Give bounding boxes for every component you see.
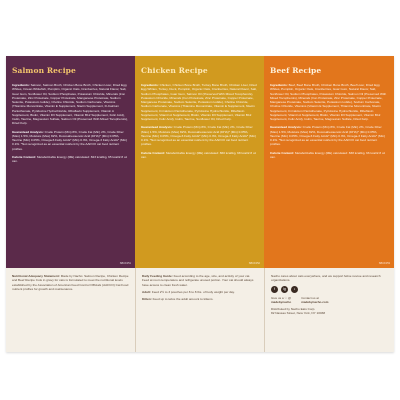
adequacy-section xyxy=(6,268,135,352)
chicken-recipe-title: Chicken Recipe xyxy=(141,66,208,75)
social-handle: Give us a ♡ @ madebynacho xyxy=(271,295,292,304)
instagram-icon[interactable]: ig xyxy=(281,286,288,293)
label-footer xyxy=(6,268,394,352)
social-icons xyxy=(271,286,388,293)
feeding-adult: Adult: Feed 2½ to 3 pouches per 8 to 8 lbs. of body weight per day. xyxy=(142,289,235,294)
salmon-calorie-content: Calorie Content: Metabolizable Energy (ME) calculated: 823 kcal/kg, 65 kcal/2.8 oz can. xyxy=(12,154,128,163)
recipe-columns xyxy=(6,56,394,268)
chicken-guaranteed-analysis: Guaranteed Analysis: Crude Protein (Min) 8%, Crude Fat (Min) 2%, Crude Fiber (Max) 1.5%, Moisture (Max) 82%, Docosahexaenoic Acid (DHA)* (Min) 0.05%, Taurine (Min) 0.05%, Omega-6 Fatty Acids* (Min) 0.3%, Omega-3 Fatty Acids* (Min) 0.1%. *Not recognized as an essential nutrient by the AAFCO cat food nutrient profiles. xyxy=(141,125,257,147)
adequacy-statement: Nutritional Adequacy Statement: Made by Nacho: Salmon Recipe, Chicken Recipe and Beef Recipe Cuts in gravy for cats is formulated to meet the nutritional levels established by the Association of American Feed Control Officials (AAFCO) Cat Food nutrient profiles for growth and maintenance. xyxy=(12,274,129,291)
contact-handles xyxy=(271,296,388,304)
salmon-recipe-panel xyxy=(6,56,135,268)
facebook-icon[interactable]: f xyxy=(271,286,278,293)
beef-recipe-title: Beef Recipe xyxy=(270,66,322,75)
product-label-sheet xyxy=(6,56,394,352)
beef-product-code: SBCF253 xyxy=(378,262,390,265)
salmon-product-code: SBCF251 xyxy=(119,262,131,265)
salmon-recipe-title: Salmon Recipe xyxy=(12,66,76,75)
salmon-ingredients: Ingredients: Salmon, Salmon Broth, Chicken Bone Broth, Chicken Liver, Dried Egg Whites, Ocean Whitefish, Pumpkin, Organic Oats, Cranberries, Natural Flavor, Salt, Guar Gum, Sunflower Oil, Sodium Phosphates, Potassium Chloride, Minerals (Iron Proteinate, Zinc Proteinate, Copper Proteinate, Manganese Proteinate, Sodium Selenite, Potassium Iodide), Choline Chloride, Sodium Carbonate, Vitamins (Thiamine Mononitrate, Vitamin E Supplement, Niacin Supplement, D-Calcium Pantothenate, Pyridoxine Hydrochloride, Riboflavin Supplement, Vitamin A Supplement, Biotin, Vitamin D3 Supplement, Vitamin B12 Supplement, Folic Acid), Inulin, Taurine, Magnesium Sulfate, Salmon Oil (Preserved With Mixed Tocopherols), Dried Kelp. xyxy=(12,83,128,126)
distributor-info: Distributed by Nacho Eats Corp. 82 Nassau Street, New York, NY 10038 xyxy=(271,306,326,315)
website-contact: Contact us at madebynacho.com xyxy=(301,295,329,304)
chicken-product-code: SBCF252 xyxy=(248,262,260,265)
beef-guaranteed-analysis: Guaranteed Analysis: Crude Protein (Min) 8%, Crude Fat (Min) 2%, Crude Fiber (Max) 1.5%, Moisture (Max) 82%, Docosahexaenoic Acid (DHA)* (Min) 0.05%, Taurine (Min) 0.05%, Omega-6 Fatty Acids* (Min) 0.3%, Omega-3 Fatty Acids* (Min) 0.1%. *Not recognized as an essential nutrient by the AAFCO cat food nutrient profiles. xyxy=(270,125,386,147)
beef-recipe-panel xyxy=(264,56,394,268)
beef-ingredients: Ingredients: Beef, Beef Bone Broth, Chicken Bone Broth, Beef Liver, Dried Egg Whites, Pumpkin, Organic Oats, Cranberries, Guar Gum, Natural Flavor, Salt, Sunflower Oil, Sodium Phosphates, Potassium Chloride, Salmon Oil (Preserved With Mixed Tocopherols), Minerals (Iron Proteinate, Zinc Proteinate, Copper Proteinate, Manganese Proteinate, Sodium Selenite, Potassium Iodide), Sodium Carbonate, Choline Chloride, Vitamins (Vitamin E Supplement, Thiamine Mononitrate, Niacin Supplement, D-Calcium Pantothenate, Pyridoxine Hydrochloride, Riboflavin Supplement, Vitamin A Supplement, Biotin, Vitamin D3 Supplement, Vitamin B12 Supplement, Folic Acid), Inulin, Taurine, Magnesium Sulfate, Dried Kelp. xyxy=(270,83,387,121)
chicken-ingredients: Ingredients: Chicken, Chicken Bone Broth, Turkey Bone Broth, Chicken Liver, Dried Egg Whites, Turkey, Duck, Pumpkin, Organic Oats, Cranberries, Natural Flavor, Salt, Sodium Phosphates, Guar Gum, Salmon Oil (Preserved With Mixed Tocopherols), Potassium Chloride, Minerals (Iron Proteinate, Zinc Proteinate, Copper Proteinate, Manganese Proteinate, Sodium Selenite, Potassium Iodide), Choline Chloride, Sodium Carbonate, Vitamins (Thiamine Mononitrate, Vitamin E Supplement, Niacin Supplement, D-Calcium Pantothenate, Pyridoxine Hydrochloride, Riboflavin Supplement, Vitamin A Supplement, Biotin, Vitamin D3 Supplement, Vitamin B12 Supplement, Folic Acid), Inulin, Taurine, Sunflower Oil, Dried Kelp. xyxy=(141,83,257,121)
feeding-kitten: Kitten: Feed up to twice the adult amount to kittens. xyxy=(142,297,214,301)
brand-mission-text: Nacho cares about cats everywhere, and we support feline rescue and research organizations. xyxy=(271,274,381,283)
feeding-guide: Daily Feeding Guide: Feed according to the age, size, and activity of your cat. Feed at room temperature and refrigerate unused portion. Your cat should always have access to clean fresh water. xyxy=(142,274,254,287)
chicken-calorie-content: Calorie Content: Metabolizable Energy (ME) calculated: 860 kcal/kg, 68 kcal/2.8 oz can. xyxy=(141,150,257,159)
salmon-guaranteed-analysis: Guaranteed Analysis: Crude Protein (Min) 8%, Crude Fat (Min) 2%, Crude Fiber (Max) 1.5%, Moisture (Max) 82%, Docosahexaenoic Acid (DHA)* (Min) 0.05%, Taurine (Min) 0.05%, Omega-6 Fatty Acids* (Min) 0.3%, Omega-3 Fatty Acids* (Min) 0.1%. *Not recognized as an essential nutrient by the AAFCO cat food nutrient profiles. xyxy=(12,129,128,151)
brand-section xyxy=(264,268,394,352)
feeding-guide-section xyxy=(135,268,264,352)
beef-calorie-content: Calorie Content: Metabolizable Energy (ME) calculated: 838 kcal/kg, 66 kcal/2.8 oz can. xyxy=(270,150,386,159)
tiktok-icon[interactable]: ♪ xyxy=(291,286,298,293)
chicken-recipe-panel xyxy=(135,56,264,268)
